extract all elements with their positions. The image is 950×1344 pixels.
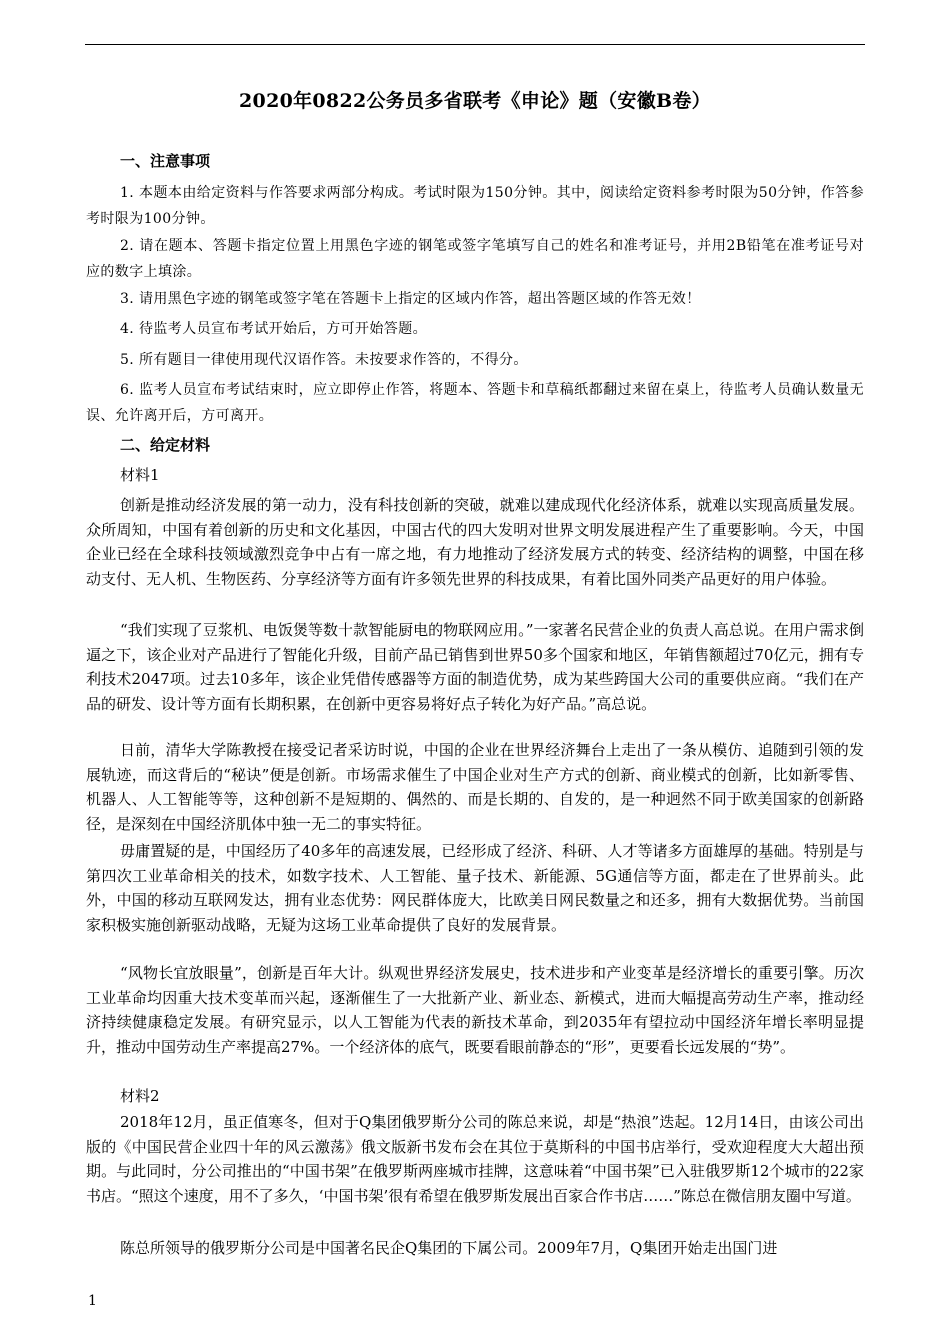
material-1-paragraph: 创新是推动经济发展的第一动力，没有科技创新的突破，就难以建成现代化经济体系，就难以实现高质量发展。众所周知，中国有着创新的历史和文化基因，中国古代的四大发明对世界文明发展进程产生了重要影响。今天，中国企业已经在全球科技领域激烈竞争中占有一席之地，有力地推动了经济发展方式的转变、经济结构的调整，中国在移动支付、无人机、生物医药、分享经济等方面有许多领先世界的科技成果，有着比国外同类产品更好的用户体验。 xyxy=(86,496,864,589)
notice-item-2: 2. 请在题本、答题卡指定位置上用黑色字迹的钢笔或签字笔填写自己的姓名和准考证号，并用2B铅笔在准考证号对应的数字上填涂。 xyxy=(86,238,864,280)
notice-item-5: 5. 所有题目一律使用现代汉语作答。未按要求作答的，不得分。 xyxy=(120,352,528,368)
section-heading-notice: 一、注意事项 xyxy=(120,152,211,170)
material-1-paragraph: 毋庸置疑的是，中国经历了40多年的高速发展，已经形成了经济、科研、人才等诸多方面雄厚的基础。特别是与第四次工业革命相关的技术，如数字技术、人工智能、量子技术、新能源、5G通信等方面，都走在了世界前头。此外，中国的移动互联网发达，拥有业态优势：网民群体庞大，比欧美日网民数量之和还多，拥有大数据优势。当前国家积极实施创新驱动战略，无疑为这场工业革命提供了良好的发展背景。 xyxy=(86,842,864,935)
notice-item-3: 3. 请用黑色字迹的钢笔或签字笔在答题卡上指定的区域内作答，超出答题区域的作答无效！ xyxy=(120,291,701,307)
document-title: 2020年0822公务员多省联考《申论》题（安徽B卷） xyxy=(239,90,711,112)
material-1-paragraph: “风物长宜放眼量”，创新是百年大计。纵观世界经济发展史，技术进步和产业变革是经济增长的重要引擎。历次工业革命均因重大技术变革而兴起，逐渐催生了一大批新产业、新业态、新模式，进而大幅提高劳动生产率，推动经济持续健康稳定发展。有研究显示，以人工智能为代表的新技术革命，到2035年有望拉动中国经济年增长率明显提升，推动中国劳动生产率提高27%。一个经济体的底气，既要看眼前静态的“形”，更要看长远发展的“势”。 xyxy=(86,964,864,1057)
notice-item-1: 1. 本题本由给定资料与作答要求两部分构成。考试时限为150分钟。其中，阅读给定资料参考时限为50分钟，作答参考时限为100分钟。 xyxy=(86,185,864,227)
header-rule xyxy=(85,44,865,45)
material-1-paragraph: “我们实现了豆浆机、电饭煲等数十款智能厨电的物联网应用。”一家著名民营企业的负责人高总说。在用户需求倒逼之下，该企业对产品进行了智能化升级，目前产品已销售到世界50多个国家和地区，年销售额超过70亿元，拥有专利技术2047项。过去10多年，该企业凭借传感器等方面的制造优势，成为某些跨国大公司的重要供应商。“我们在产品的研发、设计等方面有长期积累，在创新中更容易将好点子转化为好产品。”高总说。 xyxy=(86,621,864,714)
material-1-label: 材料1 xyxy=(120,466,160,484)
notice-item-4: 4. 待监考人员宣布考试开始后，方可开始答题。 xyxy=(120,321,428,337)
section-heading-materials: 二、给定材料 xyxy=(120,436,211,454)
material-2-paragraph: 陈总所领导的俄罗斯分公司是中国著名民企Q集团的下属公司。2009年7月，Q集团开始走出国门进 xyxy=(120,1239,778,1257)
page-number: 1 xyxy=(88,1293,97,1309)
material-1-paragraph: 日前，清华大学陈教授在接受记者采访时说，中国的企业在世界经济舞台上走出了一条从模仿、追随到引领的发展轨迹，而这背后的“秘诀”便是创新。市场需求催生了中国企业对生产方式的创新、商业模式的创新，比如新零售、机器人、人工智能等等，这种创新不是短期的、偶然的、而是长期的、自发的，是一种迥然不同于欧美国家的创新路径，是深刻在中国经济肌体中独一无二的事实特征。 xyxy=(86,741,864,834)
material-2-label: 材料2 xyxy=(120,1087,160,1105)
material-2-paragraph: 2018年12月，虽正值寒冬，但对于Q集团俄罗斯分公司的陈总来说，却是“热浪”迭起。12月14日，由该公司出版的《中国民营企业四十年的风云激荡》俄文版新书发布会在其位于莫斯科的中国书店举行，受欢迎程度大大超出预期。与此同时，分公司推出的“中国书架”在俄罗斯两座城市挂牌，这意味着“中国书架”已入驻俄罗斯12个城市的22家书店。“照这个速度，用不了多久，‘中国书架’很有希望在俄罗斯发展出百家合作书店……”陈总在微信朋友圈中写道。 xyxy=(86,1113,864,1206)
notice-item-6: 6. 监考人员宣布考试结束时，应立即停止作答，将题本、答题卡和草稿纸都翻过来留在桌上，待监考人员确认数量无误、允许离开后，方可离开。 xyxy=(86,382,864,424)
